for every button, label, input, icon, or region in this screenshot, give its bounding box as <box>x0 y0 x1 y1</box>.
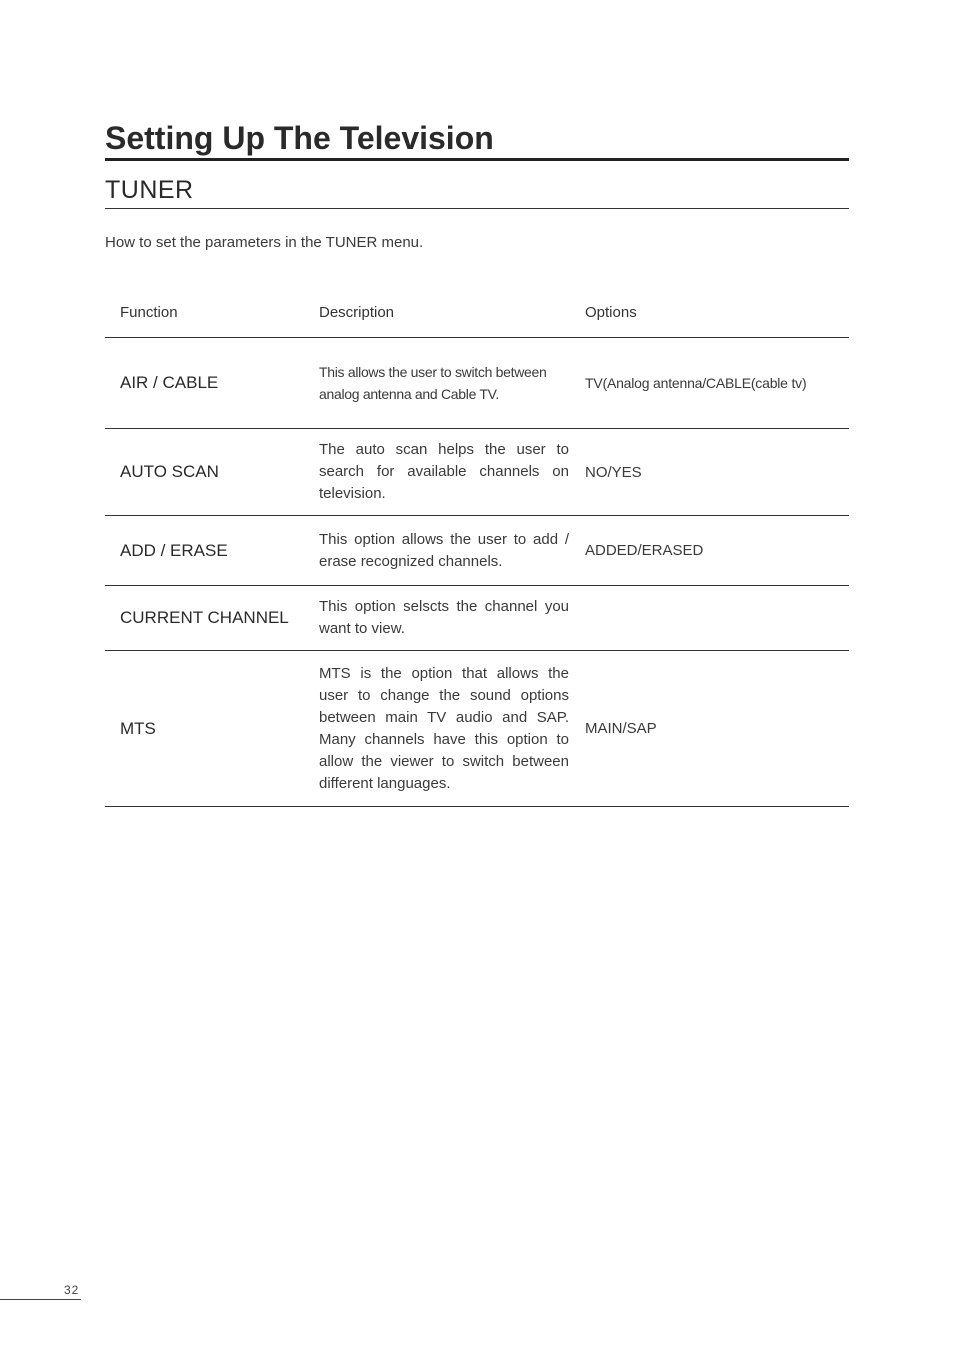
header-options: Options <box>585 304 637 321</box>
row-description <box>319 429 569 515</box>
table-row <box>105 429 849 516</box>
row-description <box>319 586 569 650</box>
row-description-text: This option allows the user to add / erase recognized channels. <box>319 530 569 570</box>
row-description <box>319 651 569 806</box>
row-function: CURRENT CHANNEL <box>120 608 289 627</box>
page-number-divider <box>0 1299 81 1300</box>
intro-text: How to set the parameters in the TUNER menu. <box>105 234 424 251</box>
row-description-text: This allows the user to switch between analog antenna and Cable TV. <box>319 364 547 402</box>
row-description <box>319 338 569 428</box>
row-function: ADD / ERASE <box>120 540 228 560</box>
tuner-settings-table <box>105 290 849 807</box>
page-title: Setting Up The Television <box>105 120 494 156</box>
row-options: NO/YES <box>585 463 642 481</box>
row-description-text: This option selscts the channel you want to view. <box>319 598 569 637</box>
header-function: Function <box>120 304 178 321</box>
table-header <box>105 290 849 338</box>
row-function: AUTO SCAN <box>120 462 219 481</box>
section-title: TUNER <box>105 176 194 204</box>
row-options: MAIN/SAP <box>585 720 657 737</box>
row-options <box>585 586 845 650</box>
row-function: AIR / CABLE <box>120 373 219 392</box>
table-row <box>105 586 849 651</box>
header-description: Description <box>319 304 395 321</box>
row-options: ADDED/ERASED <box>585 542 704 559</box>
table-row <box>105 651 849 807</box>
row-description-text: MTS is the option that allows the user to change the sound options between main TV audio and SAP. Many channels have this option to allow the viewer to switch between different languages. <box>319 664 569 792</box>
table-row <box>105 338 849 429</box>
table-row <box>105 516 849 586</box>
row-description <box>319 516 569 585</box>
title-divider <box>105 158 849 161</box>
row-options: TV(Analog antenna/CABLE(cable tv) <box>585 375 807 391</box>
section-divider <box>105 208 849 209</box>
page-number: 32 <box>64 1283 80 1297</box>
row-function: MTS <box>120 718 156 738</box>
row-description-text: The auto scan helps the user to search for available channels on television. <box>319 441 569 502</box>
